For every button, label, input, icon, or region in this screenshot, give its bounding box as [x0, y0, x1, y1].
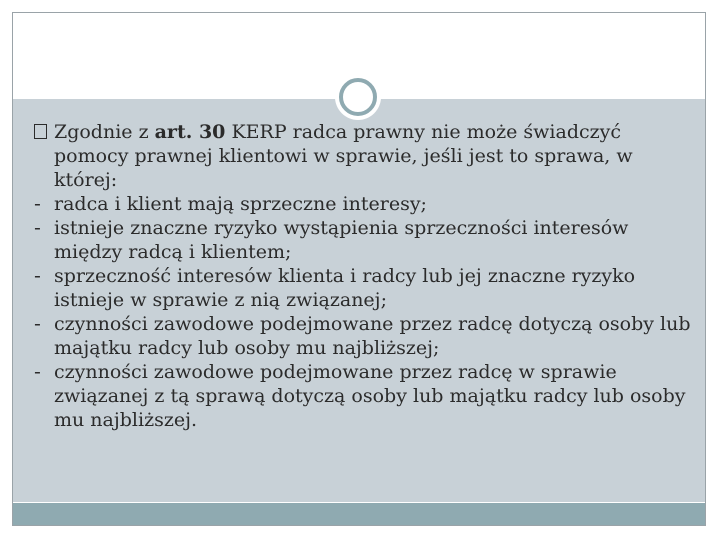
- list-item: [34, 360, 696, 432]
- list-item-text: czynności zawodowe podejmowane przez radcę w sprawie związanej z tą sprawą dotyczą osoby lub majątku radcy lub osoby mu najbliższej.: [54, 361, 686, 431]
- list-item-text: istnieje znaczne ryzyko wystąpienia sprzeczności interesów między radcą i klientem;: [54, 217, 629, 263]
- dash-bullet: -: [34, 193, 41, 215]
- list-item-text: radca i klient mają sprzeczne interesy;: [54, 193, 427, 215]
- list-item: [34, 192, 696, 216]
- list-item: [34, 312, 696, 360]
- dash-bullet: -: [34, 217, 41, 239]
- square-bullet-icon: [34, 120, 54, 146]
- list-item: [34, 264, 696, 312]
- dash-bullet: -: [34, 313, 41, 335]
- list-item-text: sprzeczność interesów klienta i radcy lub jej znaczne ryzyko istnieje w sprawie z nią związanej;: [54, 265, 636, 311]
- intro-article: art. 30: [154, 121, 226, 143]
- slide-body: [34, 120, 696, 432]
- list-item: [34, 216, 696, 264]
- intro-prefix: Zgodnie z: [54, 121, 155, 143]
- intro-suffix: KERP radca prawny nie może świadczyć pomocy prawnej klientowi w sprawie, jeśli jest to sprawa, w której:: [54, 121, 633, 191]
- list-item-text: czynności zawodowe podejmowane przez radcę dotyczą osoby lub majątku radcy lub osoby mu najbliższej;: [54, 313, 691, 359]
- intro-paragraph: [34, 120, 696, 192]
- decorative-circle-icon: [339, 78, 377, 116]
- dash-bullet: -: [34, 265, 41, 287]
- dash-bullet: -: [34, 361, 41, 383]
